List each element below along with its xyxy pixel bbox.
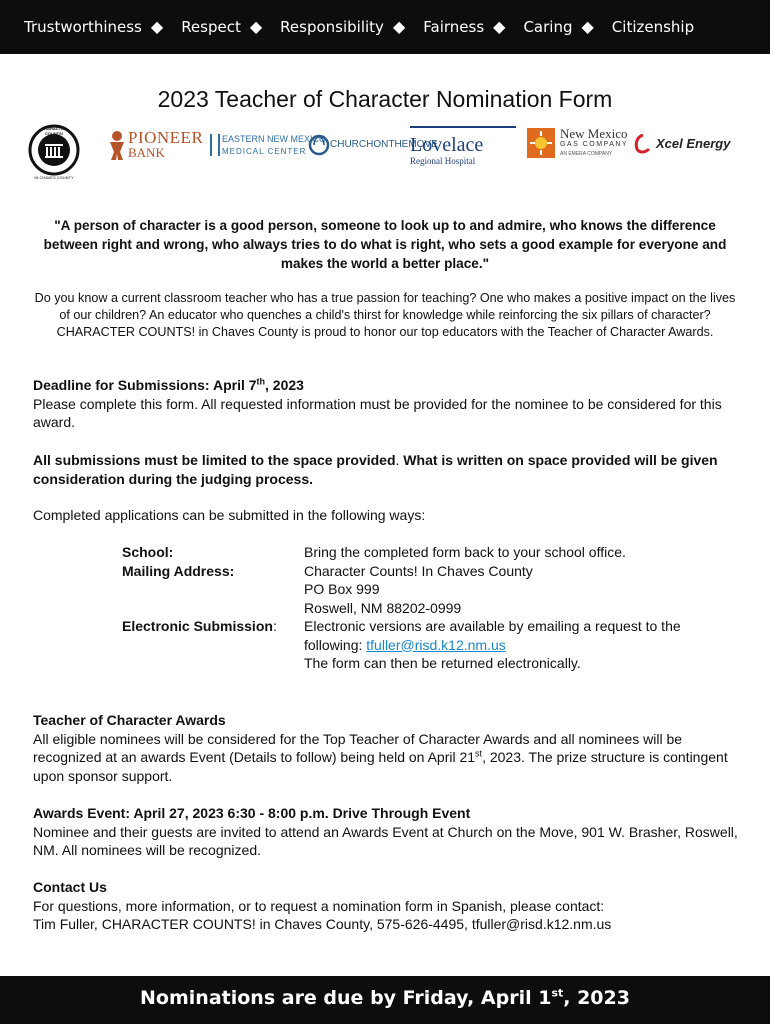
- pillar-trustworthiness: Trustworthiness: [24, 18, 142, 36]
- church-on-the-move-logo: [308, 132, 438, 160]
- awards-section: [33, 711, 738, 785]
- enm-subname: MEDICAL CENTER: [222, 147, 307, 156]
- lovelace-name: Lovelace: [410, 134, 484, 156]
- enm-name: EASTERN NEW MEXICO: [222, 134, 327, 144]
- limit-note: All submissions must be limited to the space provided. What is written on space provided will be given consideration during the judging process.: [33, 452, 718, 487]
- character-counts-ring-text: CHARACTER COUNTS!: [41, 126, 67, 136]
- pillar-respect: Respect: [181, 18, 241, 36]
- intro-paragraph: Do you know a current classroom teacher who has a true passion for teaching? One who makes a positive impact on the lives of our children? An educator who quenches a child's thirst for knowledge while reinforcing the six pillars of character? CHARACTER COUNTS! in Chaves County is proud to honor our top educators with the Teacher of Character Awards.: [34, 291, 736, 339]
- lovelace-logo: [410, 126, 520, 170]
- sponsor-logos: [20, 120, 760, 180]
- church-name: CHURCHONTHEMOVE: [330, 139, 438, 150]
- diamond-icon: ◆: [493, 19, 506, 36]
- diamond-icon: ◆: [581, 19, 594, 36]
- pioneer-bank-logo: [106, 128, 204, 162]
- nm-gas-subname: GAS COMPANY: [560, 141, 629, 148]
- awards-heading: Teacher of Character Awards: [33, 712, 226, 728]
- nm-gas-zia-icon: [527, 128, 555, 158]
- pillars-bar: [0, 0, 770, 54]
- lovelace-top-rule: [410, 126, 516, 128]
- enm-medical-logo: [210, 132, 327, 160]
- due-date-banner: Nominations are due by Friday, April 1st, 2023: [0, 976, 770, 1024]
- contact-line1: For questions, more information, or to request a nomination form in Spanish, please contact:: [33, 897, 605, 914]
- deadline-text: Please complete this form. All requested information must be provided for the nominee to be considered for this award.: [33, 395, 722, 430]
- contact-heading: Contact Us: [33, 879, 107, 895]
- character-counts-sub-text: IN CHAVES COUNTY: [34, 175, 74, 180]
- deadline-section: [33, 376, 738, 432]
- pioneer-bank-name: PIONEER: [128, 128, 204, 147]
- church-globe-icon: [308, 132, 330, 158]
- contact-line2: Tim Fuller, CHARACTER COUNTS! in Chaves County, 575-626-4495, tfuller@risd.k12.nm.us: [33, 916, 612, 932]
- nm-gas-tagline: AN EMERA COMPANY: [560, 151, 613, 157]
- ways-intro: Completed applications can be submitted in the following ways:: [33, 507, 426, 523]
- xcel-name: Xcel Energy: [656, 136, 731, 151]
- pioneer-figure-icon: [106, 130, 128, 160]
- diamond-icon: ◆: [392, 19, 406, 36]
- character-quote: "A person of character is a good person, someone to look up to and admire, who knows the difference between right and wrong, who always tries to do what is right, who sets a good example for everyone and makes the world a better place.": [43, 218, 727, 271]
- way-mail: Mailing Address: Character Counts! In Chaves County PO Box 999 Roswell, NM 88202-0999: [122, 562, 533, 616]
- pioneer-bank-subname: BANK: [128, 145, 165, 160]
- lovelace-subname: Regional Hospital: [410, 156, 476, 166]
- pillar-responsibility: Responsibility: [280, 18, 384, 36]
- xcel-energy-logo: [634, 132, 744, 158]
- character-counts-logo: [24, 124, 84, 180]
- diamond-icon: ◆: [150, 19, 164, 36]
- pillar-fairness: Fairness: [423, 18, 485, 36]
- nm-gas-logo: [527, 126, 627, 166]
- way-school: School: Bring the completed form back to your school office.: [122, 544, 626, 560]
- enm-mark-icon: [210, 134, 220, 156]
- deadline-heading: Deadline for Submissions: April 7th, 2023: [33, 376, 304, 393]
- submission-ways: [122, 543, 742, 673]
- event-heading: Awards Event: April 27, 2023 6:30 - 8:00 p.m. Drive Through Event: [33, 805, 471, 821]
- event-text: Nominee and their guests are invited to attend an Awards Event at Church on the Move, 901 W. Brasher, Roswell, NM. All nominees will be recognized.: [33, 823, 738, 858]
- diamond-icon: ◆: [249, 19, 263, 36]
- contact-section: [33, 878, 738, 934]
- page-title: 2023 Teacher of Character Nomination Form: [157, 86, 613, 112]
- way-electronic: Electronic Submission: Electronic versions are available by emailing a request to the following: tfuller@risd.k12.nm.us The form can then be returned electronically.: [122, 618, 681, 671]
- email-link[interactable]: tfuller@risd.k12.nm.us: [366, 636, 506, 653]
- pillar-citizenship: Citizenship: [611, 18, 695, 36]
- event-section: [33, 804, 738, 860]
- pillar-caring: Caring: [523, 18, 573, 36]
- xcel-swoosh-icon: [634, 134, 652, 154]
- awards-text: All eligible nominees will be considered for the Top Teacher of Character Awards and all nominees will be recognized at an awards Event (Details to follow) being held on April 21st, 2023. The prize structure is contingent upon sponsor support.: [33, 730, 728, 784]
- nm-gas-name: New Mexico: [560, 126, 628, 141]
